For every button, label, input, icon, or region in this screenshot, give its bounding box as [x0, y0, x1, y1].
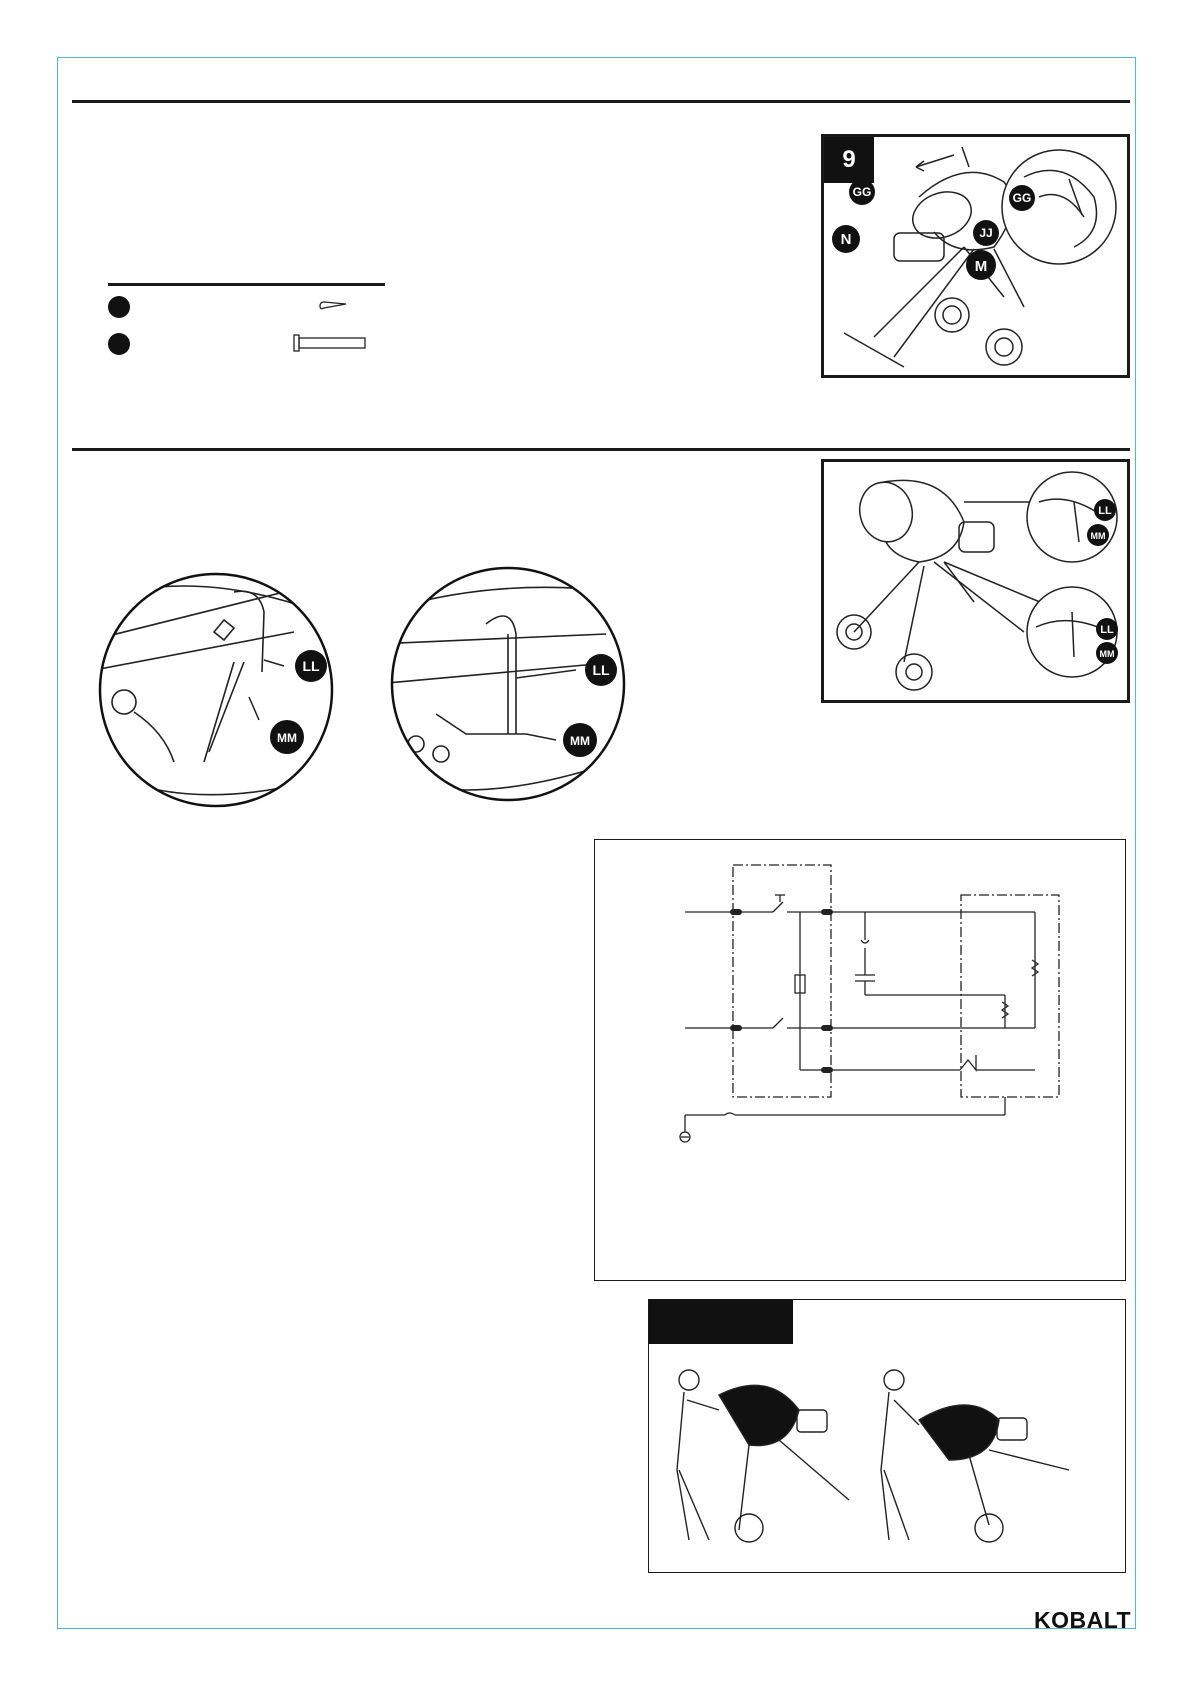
section-rule-middle	[72, 448, 1130, 451]
part-bullet-1	[108, 296, 130, 318]
wiring-diagram	[595, 840, 1125, 1280]
clevis-pin-icon	[293, 334, 369, 352]
step10-detail-left	[84, 562, 352, 812]
step9-illustration	[824, 137, 1127, 375]
overview-callout-mm-2: MM	[1099, 649, 1115, 659]
kobalt-logo: KOBALT	[1034, 1607, 1132, 1633]
cotter-pin-icon	[318, 300, 348, 312]
overview-callout-mm-1: MM	[1090, 531, 1106, 541]
overview-callout-ll-1: LL	[1098, 505, 1112, 517]
callout-m: M	[974, 258, 988, 275]
step9-figure	[821, 134, 1130, 378]
parts-list-rule	[108, 283, 385, 286]
callout-jj: JJ	[979, 226, 993, 240]
left-callout-ll: LL	[302, 658, 320, 674]
operation-figure	[648, 1299, 1126, 1573]
overview-callout-ll-2: LL	[1100, 624, 1114, 636]
right-callout-mm: MM	[570, 734, 590, 748]
callout-n: N	[840, 231, 852, 248]
callout-gg-1: GG	[852, 185, 872, 199]
step10-detail-right	[376, 554, 644, 812]
wiring-diagram-box	[594, 839, 1126, 1281]
step10-overview-illustration	[824, 462, 1127, 700]
left-callout-mm: MM	[277, 731, 297, 745]
callout-gg-2: GG	[1012, 191, 1032, 205]
step-number-badge: 9	[824, 137, 874, 183]
part-bullet-2	[108, 333, 130, 355]
section-rule-top	[72, 100, 1130, 103]
step10-overview-figure	[821, 459, 1130, 703]
operation-illustration	[649, 1300, 1125, 1572]
right-callout-ll: LL	[592, 662, 610, 678]
